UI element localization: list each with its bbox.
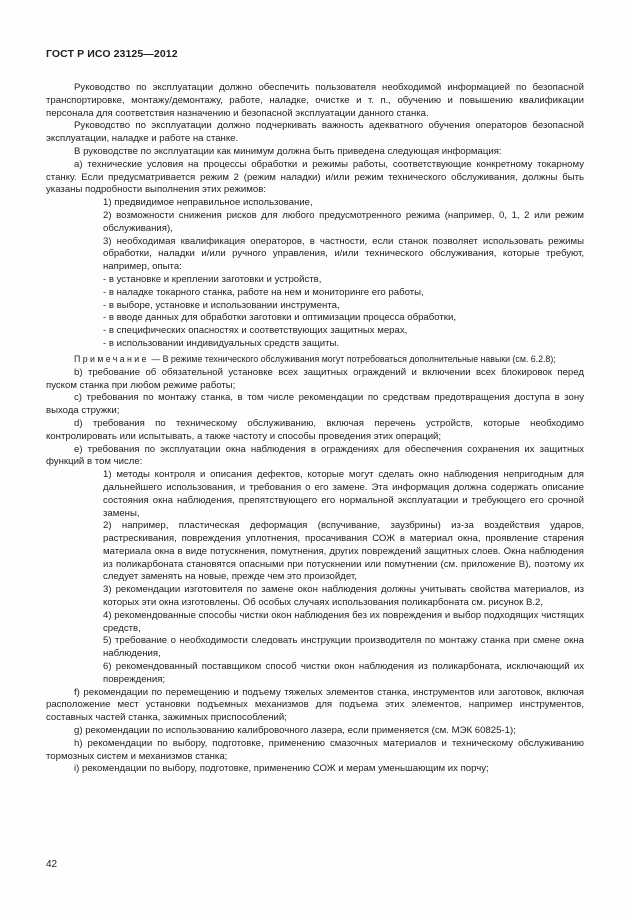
document-body — [46, 82, 584, 776]
document-header: ГОСТ Р ИСО 23125—2012 — [46, 48, 178, 60]
text-paragraph: 2) возможности снижения рисков для любого предусмотренного режима (например, 0, 1, 2 или режим обслуживания), — [103, 209, 584, 234]
paragraph-block-1 — [46, 82, 584, 351]
note-text: — В режиме технического обслуживания могут потребоваться дополнительные навыки (см. 6.2.8); — [148, 353, 556, 364]
note-label: Примечание — [74, 353, 149, 364]
text-paragraph: i) рекомендации по выбору, подготовке, применению СОЖ и мерам уменьшающим их порчу; — [74, 763, 489, 775]
text-paragraph: h) рекомендации по выбору, подготовке, применению смазочных материалов и техническому обслуживанию тормозных систем и механизмов станка; — [46, 737, 584, 762]
text-paragraph: d) требования по техническому обслуживанию, включая перечень устройств, которые необходимо контролировать или испытывать, а также частоту и способы проведения этих операций; — [46, 417, 584, 442]
text-paragraph: 1) предвидимое неправильное использование, — [103, 197, 313, 209]
text-paragraph: 4) рекомендованные способы чистки окон наблюдения без их повреждения и выбор подходящих чистящих средств, — [103, 609, 584, 634]
text-paragraph: 1) методы контроля и описания дефектов, которые могут сделать окно наблюдения непригодным для дальнейшего использования, и требования о его замене. Эта информация должна содержать описание состояния окна наблюдения, препятствующего его нормальной эксплуатации и требующего его срочной замены, — [103, 469, 584, 519]
text-paragraph: g) рекомендации по использованию калибровочного лазера, если применяется (см. МЭК 60825-1); — [74, 725, 516, 737]
text-paragraph: 5) требование о необходимости следовать инструкции производителя по монтажу станка при смене окна наблюдения, — [103, 635, 584, 660]
text-paragraph: b) требование об обязательной установке всех защитных ограждений и включении всех блокировок перед пуском станка при любом режиме работы; — [46, 366, 584, 391]
text-paragraph: Руководство по эксплуатации должно обеспечить пользователя необходимой информацией по безопасной транспортировке, монтажу/демонтажу, работе, наладке, очистке и т. п., обучению и повышению квалификации персонала для соответствия назначению и безопасной эксплуатации данного станка. — [46, 82, 584, 119]
text-paragraph: - в использовании индивидуальных средств защиты. — [103, 337, 340, 349]
text-paragraph: 3) необходимая квалификация операторов, в частности, если станок позволяет использовать режимы обработки, наладки и/или ручного управления, и/или технического обслуживания, которые требуют, например, опыта: — [103, 235, 584, 273]
text-paragraph: c) требования по монтажу станка, в том числе рекомендации по средствам предотвращения доступа в зону выхода стружки; — [46, 392, 584, 417]
note-paragraph — [46, 353, 584, 365]
text-paragraph: а) технические условия на процессы обработки и режимы работы, соответствующие конкретному токарному станку. Если предусматривается режим 2 (режим наладки) и/или режим технического обслуживания, должны быть указаны подробности выполнения этих режимов: — [46, 158, 584, 196]
page-number: 42 — [46, 859, 58, 870]
text-paragraph: e) требования по эксплуатации окна наблюдения в ограждениях для обеспечения сохранения их защитных функций в том числе: — [46, 443, 584, 468]
text-paragraph: - в вводе данных для обработки заготовки и оптимизации процесса обработки, — [103, 312, 456, 324]
text-paragraph: - в установке и креплении заготовки и устройств, — [103, 273, 322, 285]
text-paragraph: - в наладке токарного станка, работе на нем и мониторинге его работы, — [103, 286, 424, 298]
text-paragraph: - в специфических опасностях и соответствующих защитных мерах, — [103, 325, 408, 337]
text-paragraph: 3) рекомендации изготовителя по замене окон наблюдения должны учитывать свойства материалов, из которых эти окна изготовлены. Об особых случаях использования поликарбоната см. рисунок В.2, — [103, 584, 584, 609]
paragraph-block-2 — [46, 367, 584, 777]
text-paragraph: В руководстве по эксплуатации как минимум должна быть приведена следующая информация: — [74, 145, 502, 157]
text-paragraph: f) рекомендации по перемещению и подъему тяжелых элементов станка, инструментов или заготовок, включая расположение мест установки подъемных механизмов для подъема этих элементов, например инструментов, составных частей станка, зажимных приспособлений; — [46, 686, 584, 724]
text-paragraph: - в выборе, установке и использовании инструмента, — [103, 299, 340, 311]
text-paragraph: 6) рекомендованный поставщиком способ чистки окон наблюдения из поликарбоната, исключающий их повреждения; — [103, 661, 584, 685]
text-paragraph: 2) например, пластическая деформация (вспучивание, заузбрины) из-за воздействия ударов, растрескивания, повреждения уплотнения, просачивания СОЖ в материал окна, проявление старения материала окна в виде потускнения, помутнения, других повреждений защитных слоев. Окна наблюдения из поликарбоната становятся опасными при потускнении или помутнении (см. приложение В), поэтому их следует заменять на новые, прежде чем это произойдет, — [103, 520, 584, 583]
text-paragraph: Руководство по эксплуатации должно подчеркивать важность адекватного обучения операторов безопасной эксплуатации, наладке и работе на станке. — [46, 120, 584, 145]
